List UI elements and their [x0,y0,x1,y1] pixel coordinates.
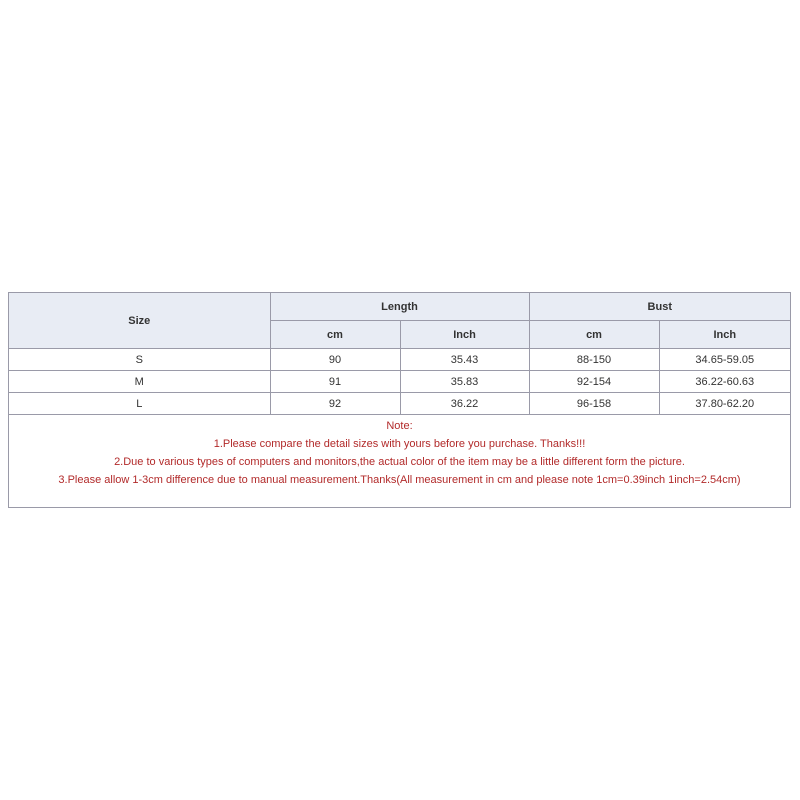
notes-section [9,417,790,489]
length-cm-cell: 90 [270,349,400,371]
bust-inch-cell: 34.65-59.05 [659,349,790,371]
table-row [9,371,790,393]
bust-inch-cell: 37.80-62.20 [659,393,790,415]
length-cm-header: cm [270,321,400,349]
note-line-3: 3.Please allow 1-3cm difference due to manual measurement.Thanks(All measurement in cm and please note 1cm=0.39inch 1inch=2.54cm) [58,474,741,486]
bust-inch-header: Inch [659,321,790,349]
bust-cm-cell: 96-158 [529,393,659,415]
length-cm-cell: 92 [270,393,400,415]
size-table [9,293,790,415]
size-chart [8,292,791,508]
note-title: Note: [386,420,413,432]
length-inch-cell: 36.22 [400,393,529,415]
length-cm-cell: 91 [270,371,400,393]
table-row [9,393,790,415]
note-line-2: 2.Due to various types of computers and monitors,the actual color of the item may be a little different form the picture. [114,456,685,468]
bust-cm-cell: 92-154 [529,371,659,393]
size-column-header: Size [9,293,270,349]
length-inch-cell: 35.83 [400,371,529,393]
table-header-row [9,293,790,321]
size-cell: S [9,349,270,371]
bust-column-header: Bust [529,293,790,321]
bust-inch-cell: 36.22-60.63 [659,371,790,393]
bust-cm-cell: 88-150 [529,349,659,371]
size-cell: M [9,371,270,393]
length-column-header: Length [270,293,529,321]
note-line-1: 1.Please compare the detail sizes with yours before you purchase. Thanks!!! [213,438,586,450]
length-inch-header: Inch [400,321,529,349]
bust-cm-header: cm [529,321,659,349]
length-inch-cell: 35.43 [400,349,529,371]
size-cell: L [9,393,270,415]
table-row [9,349,790,371]
